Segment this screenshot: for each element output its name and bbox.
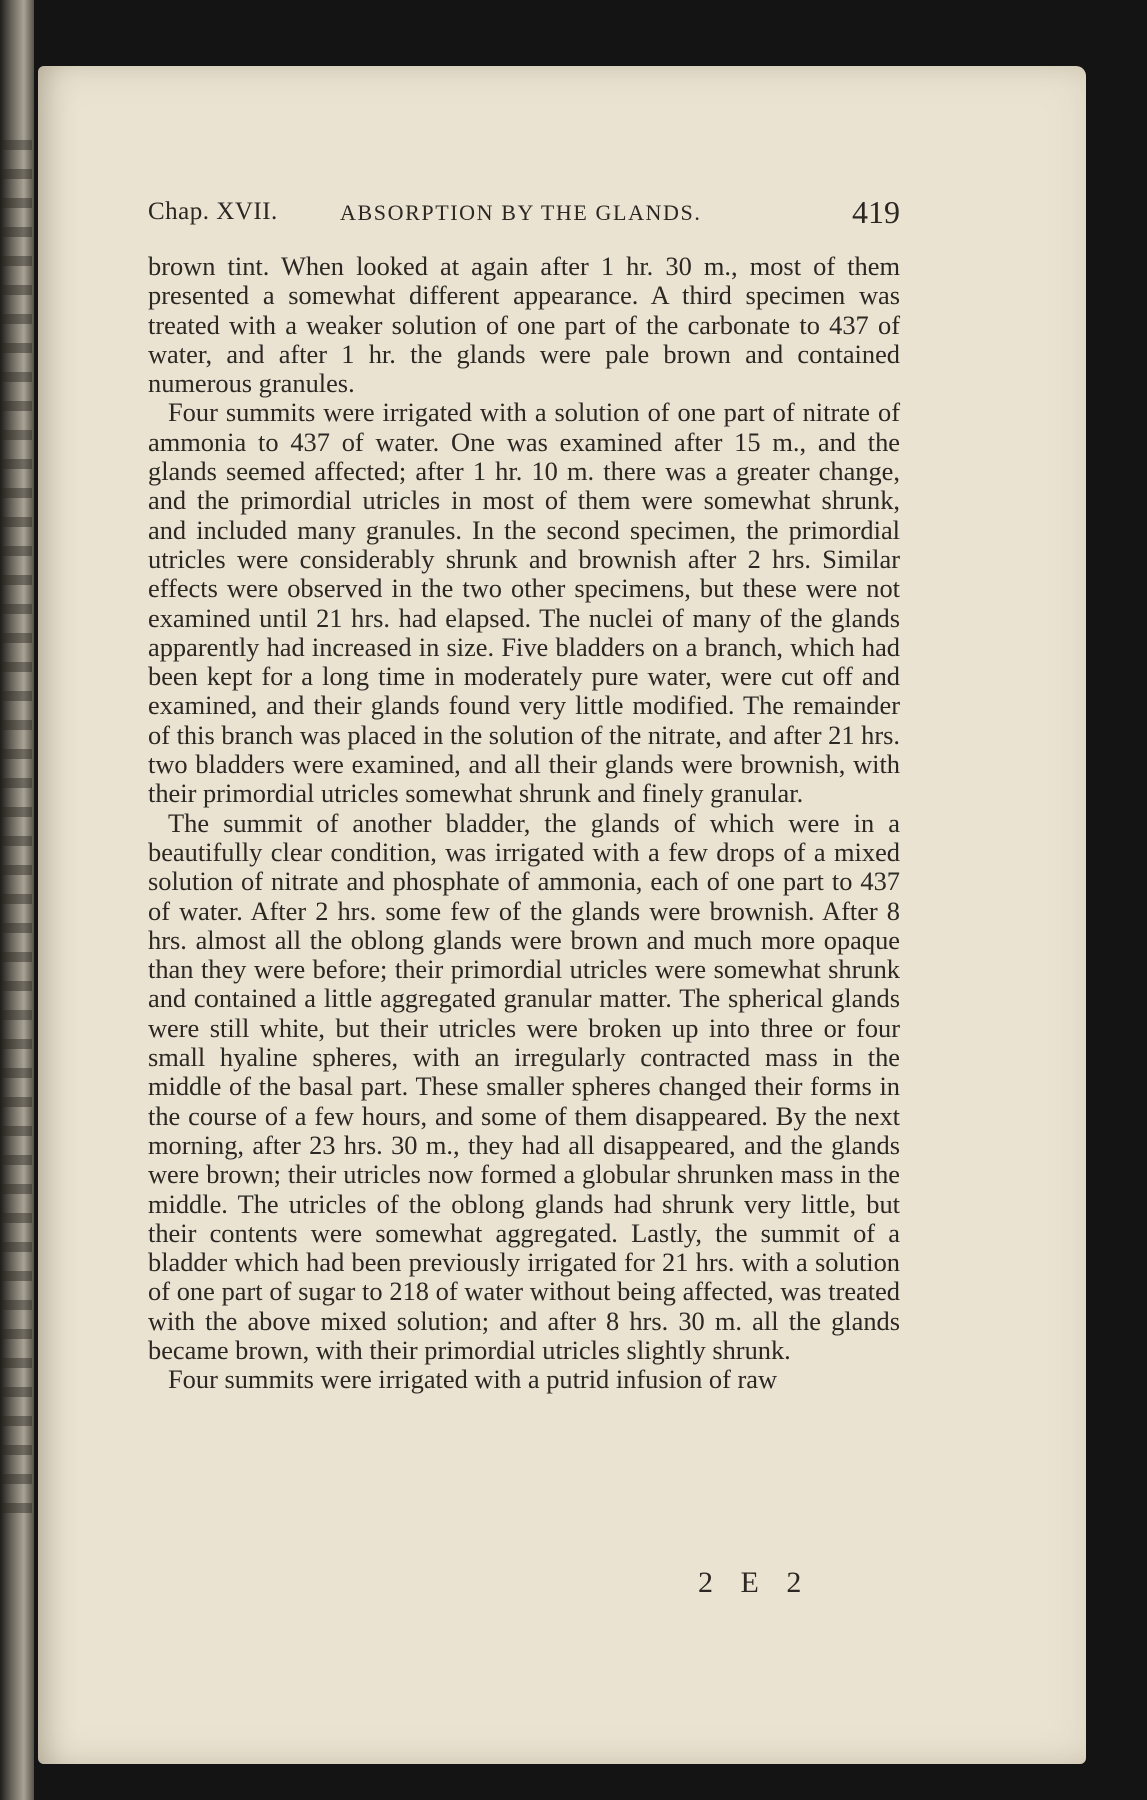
paragraph-mixed-solution: The summit of another bladder, the glands of which were in a beautifully clear condition, was irrigated with a few drops of a mixed solution of nitrate and phosphate of ammonia, each of one part to 437 of water. After 2 hrs. some few of the glands were brownish. After 8 hrs. almost all the oblong glands were brown and much more opaque than they were before; their primordial utricles were somewhat shrunk and contained a little aggregated granular matter. The spherical glands were still white, but their utricles were broken up into three or four small hyaline spheres, with an irregularly contracted mass in the middle of the basal part. These smaller spheres changed their forms in the course of a few hours, and some of them disappeared. By the next morning, after 23 hrs. 30 m., they had all disappeared, and the glands were brown; their utricles now formed a globular shrunken mass in the middle. The utricles of the oblong glands had shrunk very little, but their contents were somewhat aggregated. Lastly, the summit of a bladder which had been previously irrigated for 21 hrs. with a solution of one part of sugar to 218 of water without being affected, was treated with the above mixed solution; and after 8 hrs. 30 m. all the glands became brown, with their primordial utricles slightly shrunk. bbox=[148, 807, 900, 1365]
paragraph-nitrate: Four summits were irrigated with a solution of one part of nitrate of ammonia to 437 of water. One was examined after 15 m., and the glands seemed affected; after 1 hr. 10 m. there was a greater change, and the primordial utricles in most of them were somewhat shrunk, and included many granules. In the second specimen, the primordial utricles were considerably shrunk and brownish after 2 hrs. Similar effects were observed in the two other specimens, but these were not examined until 21 hrs. had elapsed. The nuclei of many of the glands apparently had increased in size. Five bladders on a branch, which had been kept for a long time in moderately pure water, were cut off and examined, and their glands found very little modified. The remainder of this branch was placed in the solution of the nitrate, and after 21 hrs. two bladders were examined, and all their glands were brownish, with their primordial utricles somewhat shrunk and finely granular. bbox=[148, 397, 900, 809]
page-body-text bbox=[148, 252, 900, 1395]
running-title: ABSORPTION BY THE GLANDS. bbox=[340, 200, 702, 225]
signature-mark: 2 E 2 bbox=[698, 1566, 812, 1599]
adjacent-page-text-fragments bbox=[2, 140, 32, 1520]
page-number: 419 bbox=[852, 194, 900, 230]
adjacent-page-edge bbox=[0, 0, 34, 1800]
chapter-label: Chap. XVII. bbox=[148, 198, 278, 225]
running-header bbox=[148, 194, 900, 232]
paragraph-putrid-infusion: Four summits were irrigated with a putrid infusion of raw bbox=[168, 1364, 778, 1395]
paragraph-continued: brown tint. When looked at again after 1 hr. 30 m., most of them presented a somewhat different appearance. A third specimen was treated with a weaker solution of one part of the carbonate to 437 of water, and after 1 hr. the glands were pale brown and contained numerous granules. bbox=[148, 251, 900, 399]
